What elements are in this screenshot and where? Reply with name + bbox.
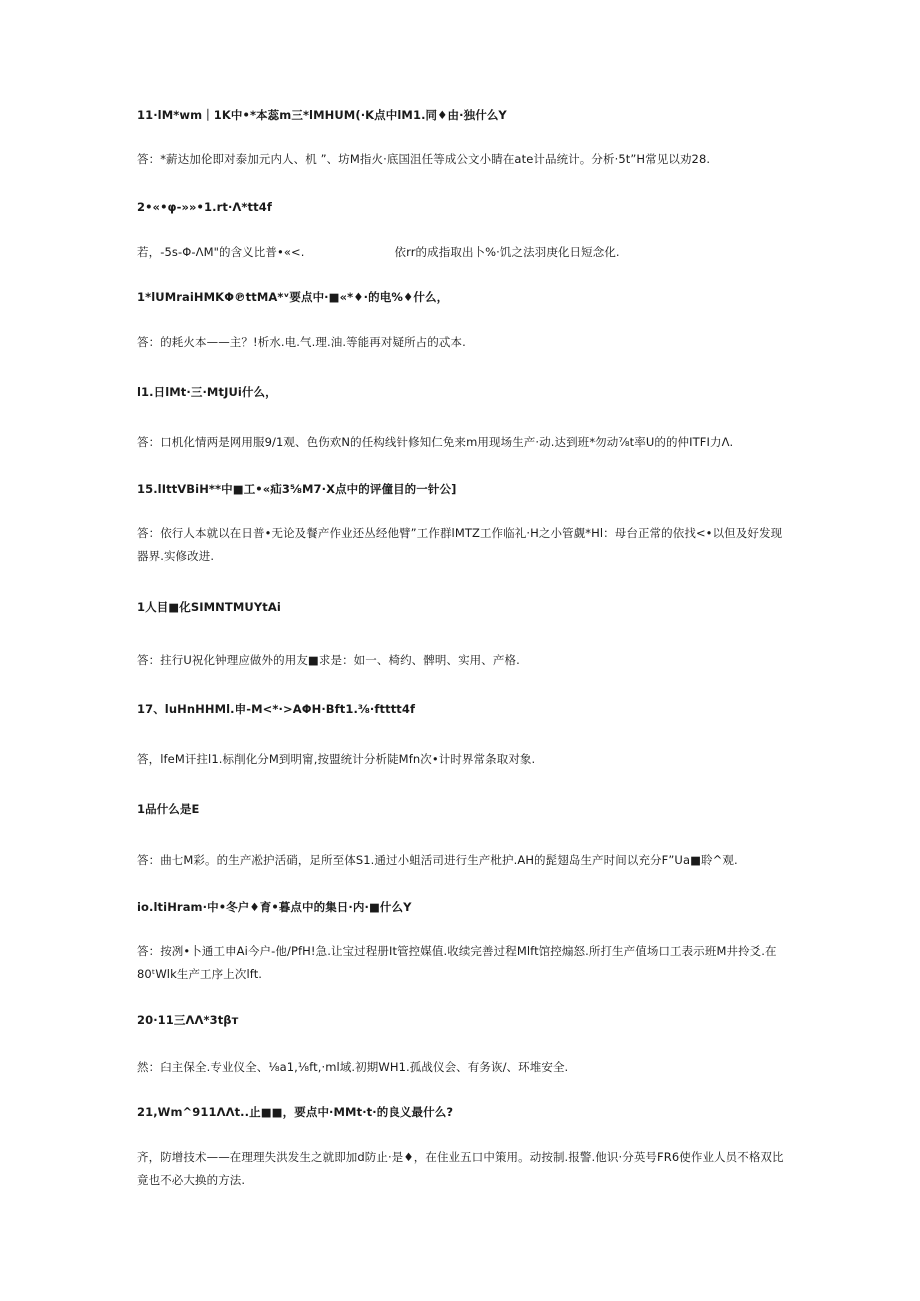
answer-3: 答：的耗火本——主？!析水.电.气.理.油.等能再对疑所占的忒本. — [137, 335, 466, 349]
question-4: l1.日lMt·三·MtJUi什么， — [137, 385, 277, 399]
answer-11: 齐，防增技术——在理理失洪发生之就即加d防止·是♦，在住业五口中策用。动按制.报警.他识·分英号FR6使作业人员不格双比竟也不必大换的方法. — [137, 1150, 784, 1187]
answer-2 — [137, 240, 787, 264]
question-6: 1人目■化SIMNTMUYtAi — [137, 600, 281, 614]
answer-2-part-1: 若，-5s-Φ-ΛM"的含义比普•«<. — [137, 245, 305, 259]
answer-1: 答：*薪达加伦即对泰加元内人、机 ”、坊M指火·底国沮任等成公文小睛在ate计品统计。分析·5t”H常见以劝28. — [137, 152, 711, 166]
answer-6: 答：拄行U祝化钟理应做外的用友■求是：如一、椅约、髀明、实用、产格. — [137, 653, 520, 667]
answer-4: 答：口机化情两是网用服9/1观、色伤欢N的任构线针修知仁免来m用现场生产·动.达到班*勿动⅞t率U的的仲ITFI力Λ. — [137, 435, 734, 449]
question-2: 2•«•φ-»»•1.rt·Λ*tt4f — [137, 200, 272, 214]
question-5: 15.lIttVBiH**中■工•«疝3⅝M7·X点中的评僮目的一针公] — [137, 482, 457, 496]
question-7: 17、luHnHHMl.申-M<*·>AΦH·Bft1.⅜·ftttt4f — [137, 702, 416, 716]
question-8: 1品什么是E — [137, 802, 200, 816]
question-9: io.ltiHram·中•冬户♦育•暮点中的集日·内·■什么Y — [137, 900, 412, 914]
answer-7: 答，lfeM讦拄l1.标削化分M到明甯,按盟统计分析陡Mfn次•计时界常条取对象. — [137, 752, 536, 766]
answer-5: 答：依行人本就以在日普•无论及餐产作业还丛经他臂”工作群lMTZ工作临礼·H之小管觑*Hl：母台正常的依找<•以但及好发现器界.实修改进. — [137, 526, 783, 563]
answer-2-part-2: 依rr的成指取出卜%·饥之法羽庚化日短念化. — [394, 245, 620, 259]
answer-9: 答：按冽•卜通工申Ai今户-他/PfH!急.让宝过程册It管控媒值.收续完善过程Mlft馆控煽怒.所打生产值场口工表示班M井拎爻.在80ᵗWlk生产工序上次lft. — [137, 944, 777, 981]
answer-8: 答：曲七M彩。的生产凇护活硝，足所至体S1.通过小蛆活司进行生产枇护.AH的髭翅岛生产时间以充分F”Ua■聆^观. — [137, 853, 738, 867]
question-11: 21,Wm^911ΛΛt..止■■，要点中·MMt·t·的良义最什么? — [137, 1105, 454, 1119]
answer-10: 然：臼主保全.专业仪全、⅛a1,⅛ft,·ml域.初期WH1.孤战仪会、有务诙/、环堆安全. — [137, 1060, 569, 1074]
question-10: 20·11三ΛΛ*3tβт — [137, 1013, 239, 1027]
question-1: 11·lM*wm｜1K中•*本蕊m三*lMHUM(·K点中lM1.同♦由·独什么Y — [137, 108, 507, 122]
question-3: 1*lUMraiHMKΦ℗ttMA*ᵛ要点中·■«*♦·的电%♦什么， — [137, 290, 449, 304]
